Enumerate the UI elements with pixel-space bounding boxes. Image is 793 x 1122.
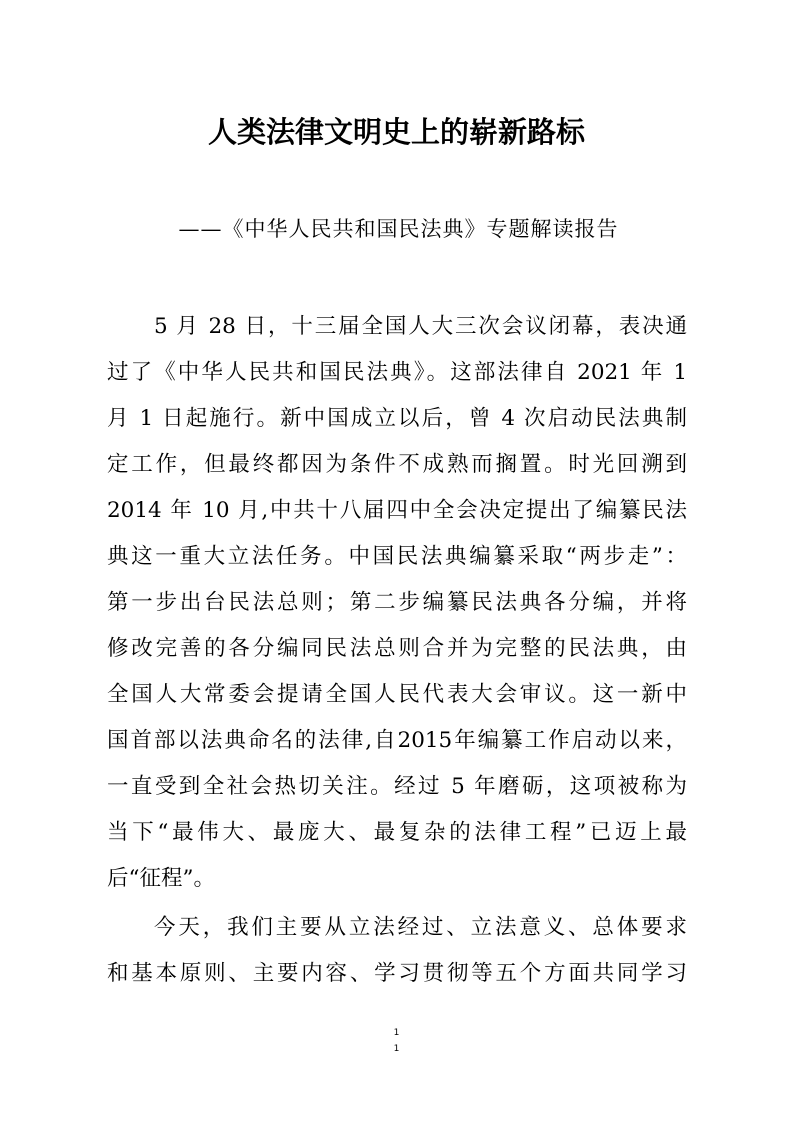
paragraph-2 (107, 911, 687, 1003)
text-line: 典这一重大立法任务。中国民法典编纂采取“两步走”： (107, 544, 687, 569)
text-line: 修改完善的各分编同民法总则合并为完整的民法典，由 (107, 636, 687, 661)
text-line: 定工作，但最终都因为条件不成熟而搁置。时光回溯到 (107, 452, 687, 477)
text-line: 一直受到全社会热切关注。经过 5 年磨砺，这项被称为 (107, 774, 687, 799)
text-line: 今天，我们主要从立法经过、立法意义、总体要求 (154, 915, 687, 940)
document-title: 人类法律文明史上的崭新路标 (207, 115, 585, 149)
text-line: 和基本原则、主要内容、学习贯彻等五个方面共同学习 (107, 961, 687, 986)
text-line: 后“征程”。 (107, 866, 215, 891)
text-line: 5 月 28 日，十三届全国人大三次会议闭幕，表决通 (154, 314, 687, 339)
text-line: 国首部以法典命名的法律,自2015年编纂工作启动以来， (107, 728, 687, 753)
paragraph-1 (107, 310, 687, 908)
text-line: 全国人大常委会提请全国人民代表大会审议。这一新中 (107, 682, 687, 707)
text-line: 第一步出台民法总则；第二步编纂民法典各分编，并将 (107, 590, 687, 615)
page-number-secondary: 1 (393, 1044, 400, 1054)
text-line: 2014 年 10 月,中共十八届四中全会决定提出了编纂民法 (107, 498, 687, 523)
text-line: 过了《中华人民共和国民法典》。这部法律自 2021 年 1 (107, 360, 687, 385)
text-line: 月 1 日起施行。新中国成立以后，曾 4 次启动民法典制 (107, 406, 687, 431)
document-body (107, 310, 687, 1003)
page-number: 1 (393, 1028, 400, 1038)
document-subtitle: ——《中华人民共和国民法典》专题解读报告 (178, 217, 619, 241)
text-line: 当下“最伟大、最庞大、最复杂的法律工程”已迈上最 (107, 820, 687, 845)
